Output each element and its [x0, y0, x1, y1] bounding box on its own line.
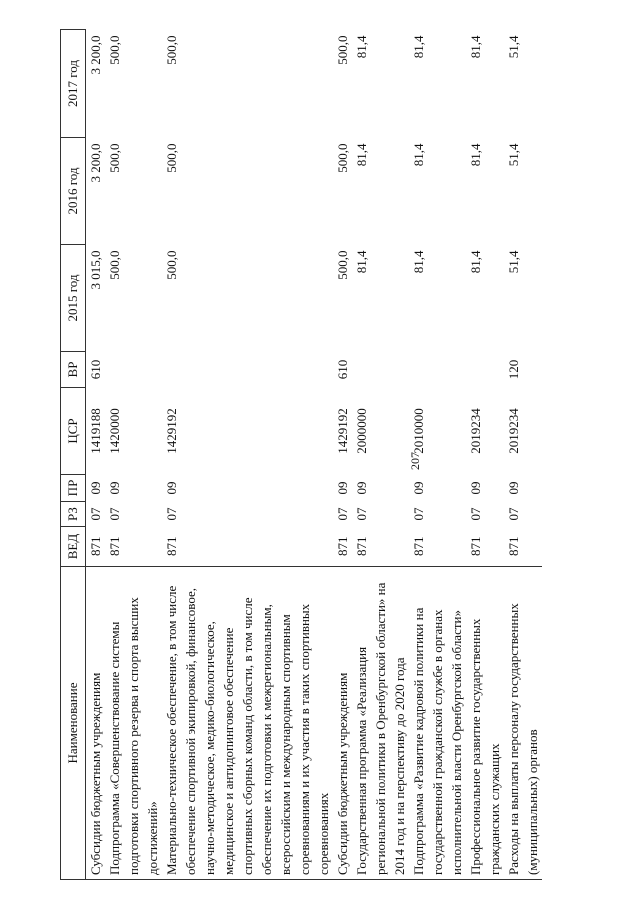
table-row	[105, 30, 162, 880]
row-2016: 500,0	[164, 143, 179, 173]
budget-table	[60, 29, 542, 880]
row-vr	[409, 352, 466, 388]
row-pr: 09	[88, 481, 103, 495]
row-rz: 07	[354, 507, 369, 521]
table-row	[409, 30, 466, 880]
row-2016: 3 200,0	[88, 143, 103, 183]
row-vr	[352, 352, 409, 388]
row-vr	[162, 352, 333, 388]
row-2015: 3 015,0	[88, 250, 103, 290]
row-2017: 81,4	[411, 35, 426, 59]
row-pr: 09	[411, 481, 426, 495]
row-pr: 09	[468, 481, 483, 495]
row-2015: 500,0	[107, 250, 122, 280]
row-2017: 3 200,0	[88, 35, 103, 75]
row-vr: 610	[88, 359, 103, 380]
row-pr: 09	[354, 481, 369, 495]
header-name: Наименование	[61, 567, 86, 880]
header-pr: ПР	[61, 475, 86, 502]
row-csr: 1429192	[335, 408, 350, 454]
row-2017: 500,0	[107, 35, 122, 65]
row-2017: 500,0	[164, 35, 179, 65]
header-vr: ВР	[61, 352, 86, 388]
row-name: Субсидии бюджетным учреждениям	[86, 567, 106, 880]
row-2015: 500,0	[335, 250, 350, 280]
table-row	[162, 30, 333, 880]
row-csr: 2019234	[468, 408, 483, 454]
row-2015: 500,0	[164, 250, 179, 280]
row-ved: 871	[468, 536, 483, 556]
row-2017: 81,4	[468, 35, 483, 59]
row-rz: 07	[506, 507, 521, 521]
page-number: 207	[408, 452, 422, 470]
row-csr: 2010000	[411, 408, 426, 454]
row-csr: 1419188	[88, 408, 103, 454]
row-2016: 500,0	[107, 143, 122, 173]
header-csr: ЦСР	[61, 388, 86, 475]
header-2016: 2016 год	[61, 138, 86, 245]
row-csr: 2019234	[506, 408, 521, 454]
row-2016: 51,4	[506, 143, 521, 167]
row-rz: 07	[335, 507, 350, 521]
table-row	[333, 30, 352, 880]
row-ved: 871	[354, 536, 369, 556]
row-pr: 09	[335, 481, 350, 495]
row-ved: 871	[335, 536, 350, 556]
row-name: Подпрограмма «Развитие кадровой политики на государственной гражданской службе в органах исполнительной власти Оренбургской области»	[409, 567, 466, 880]
row-name: Профессиональное развитие государственных гражданских служащих	[466, 567, 504, 880]
row-2015: 81,4	[354, 250, 369, 274]
row-rz: 07	[107, 507, 122, 521]
row-vr: 610	[335, 359, 350, 380]
row-name: Государственная программа «Реализация региональной политики в Оренбургской области» на 2014 год и на перспективу до 2020 года	[352, 567, 409, 880]
budget-table-container	[60, 30, 640, 880]
row-name: Расходы на выплаты персоналу государственных (муниципальных) органов	[504, 567, 542, 880]
row-rz: 07	[411, 507, 426, 521]
table-header-row	[61, 30, 86, 880]
row-ved: 871	[411, 536, 426, 556]
row-2016: 81,4	[411, 143, 426, 167]
row-rz: 07	[88, 507, 103, 521]
row-pr: 09	[164, 481, 179, 495]
header-2015: 2015 год	[61, 245, 86, 352]
row-csr: 1429192	[164, 408, 179, 454]
row-rz: 07	[468, 507, 483, 521]
row-ved: 871	[506, 536, 521, 556]
table-row	[466, 30, 504, 880]
row-name: Материально-техническое обеспечение, в том числе обеспечение спортивной экипировкой, финансовое, научно-методическое, медико-биологическое, медицинское и антидопинговое обеспечение спортивных сборных команд области, в том числе обеспечение их подготовки к межрегиональным, всероссийским и международным спортивным соревнованиям и их участия в таких спортивных соревнованиях	[162, 567, 333, 880]
row-2017: 81,4	[354, 35, 369, 59]
row-2016: 81,4	[468, 143, 483, 167]
table-row	[352, 30, 409, 880]
row-vr: 120	[506, 359, 521, 380]
row-name: Субсидии бюджетным учреждениям	[333, 567, 352, 880]
row-rz: 07	[164, 507, 179, 521]
header-ved: ВЕД	[61, 527, 86, 567]
row-ved: 871	[107, 536, 122, 556]
row-2016: 81,4	[354, 143, 369, 167]
row-csr: 2000000	[354, 408, 369, 454]
row-ved: 871	[88, 536, 103, 556]
table-row	[504, 30, 542, 880]
row-pr: 09	[107, 481, 122, 495]
header-2017: 2017 год	[61, 30, 86, 138]
row-name: Подпрограмма «Совершенствование системы подготовки спортивного резерва и спорта высших достижений»	[105, 567, 162, 880]
row-2017: 51,4	[506, 35, 521, 59]
row-vr	[105, 352, 162, 388]
row-2017: 500,0	[335, 35, 350, 65]
header-rz: РЗ	[61, 502, 86, 527]
row-vr	[466, 352, 504, 388]
row-2015: 81,4	[411, 250, 426, 274]
row-2016: 500,0	[335, 143, 350, 173]
row-2015: 81,4	[468, 250, 483, 274]
row-ved: 871	[164, 536, 179, 556]
row-2015: 51,4	[506, 250, 521, 274]
row-pr: 09	[506, 481, 521, 495]
row-csr: 1420000	[107, 408, 122, 454]
table-row	[86, 30, 106, 880]
